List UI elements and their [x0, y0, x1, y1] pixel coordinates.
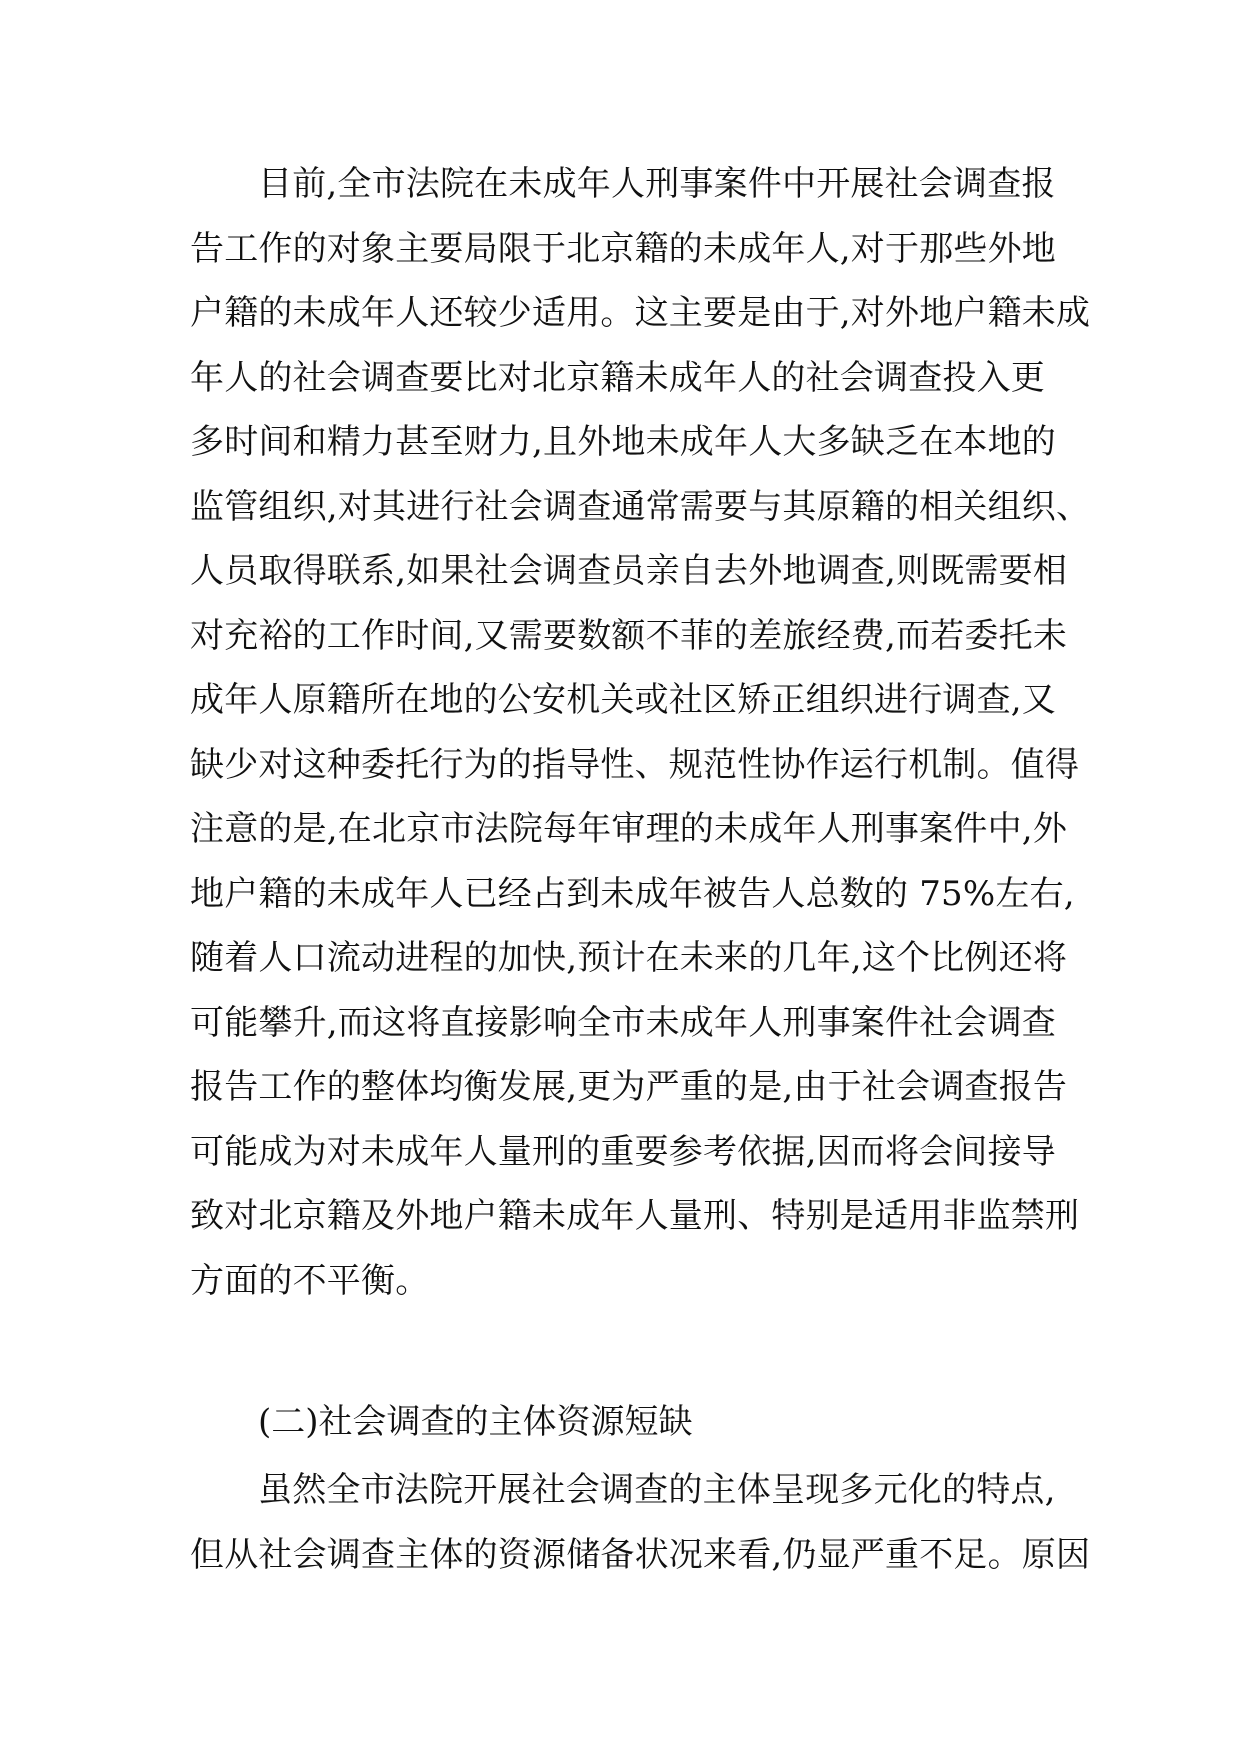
paragraph-line: 对充裕的工作时间,又需要数额不菲的差旅经费,而若委托未: [190, 615, 1068, 656]
paragraph-line: 但从社会调查主体的资源储备状况来看,仍显严重不足。原因: [190, 1534, 1091, 1575]
paragraph-line: 成年人原籍所在地的公安机关或社区矫正组织进行调查,又: [190, 680, 1057, 720]
paragraph-line: 年人的社会调查要比对北京籍未成年人的社会调查投入更: [190, 357, 1045, 398]
paragraph-line: 随着人口流动进程的加快,预计在未来的几年,这个比例还将: [190, 938, 1068, 978]
paragraph-line: 地户籍的未成年人已经占到未成年被告人总数的 75%左右,: [190, 873, 1075, 914]
paragraph-line: 注意的是,在北京市法院每年审理的未成年人刑事案件中,外: [190, 809, 1068, 849]
paragraph-line: 目前,全市法院在未成年人刑事案件中开展社会调查报: [258, 164, 1056, 204]
paragraph-2: [190, 1458, 1091, 1587]
paragraph-line: 多时间和精力甚至财力,且外地未成年人大多缺乏在本地的: [190, 422, 1057, 462]
paragraph-1: [190, 152, 1091, 1313]
paragraph-line: 人员取得联系,如果社会调查员亲自去外地调查,则既需要相: [190, 551, 1068, 591]
paragraph-line: 致对北京籍及外地户籍未成年人量刑、特别是适用非监禁刑: [190, 1196, 1080, 1236]
paragraph-line: 虽然全市法院开展社会调查的主体呈现多元化的特点,: [258, 1470, 1056, 1510]
document-page: [190, 0, 1091, 1753]
section-heading: (二)社会调查的主体资源短缺: [258, 1402, 693, 1442]
paragraph-line: 告工作的对象主要局限于北京籍的未成年人,对于那些外地: [190, 228, 1057, 269]
paragraph-line: 报告工作的整体均衡发展,更为严重的是,由于社会调查报告: [190, 1067, 1068, 1107]
paragraph-line: 可能攀升,而这将直接影响全市未成年人刑事案件社会调查: [190, 1002, 1057, 1043]
paragraph-line: 监管组织,对其进行社会调查通常需要与其原籍的相关组织、: [190, 486, 1091, 527]
paragraph-line: 可能成为对未成年人量刑的重要参考依据,因而将会间接导: [190, 1131, 1057, 1172]
paragraph-line: 缺少对这种委托行为的指导性、规范性协作运行机制。值得: [190, 744, 1080, 785]
paragraph-line: 方面的不平衡。: [190, 1260, 430, 1301]
paragraph-line: 户籍的未成年人还较少适用。这主要是由于,对外地户籍未成: [190, 293, 1091, 333]
